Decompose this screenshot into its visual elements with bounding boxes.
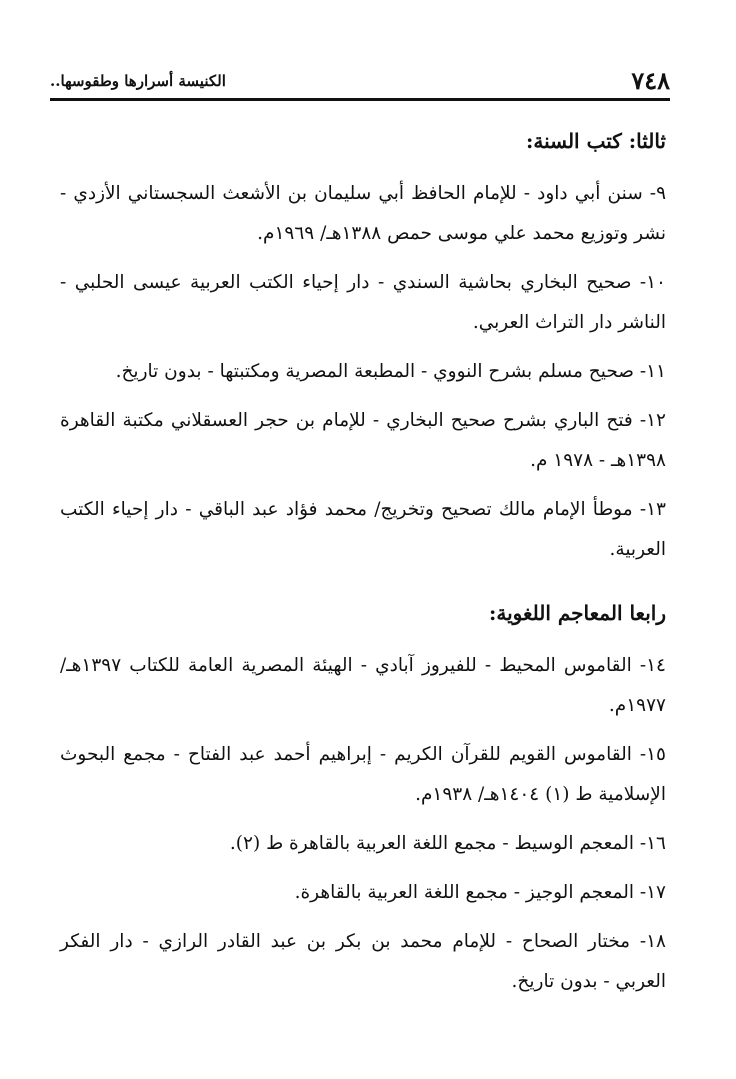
bibliography-entry: ١٤- القاموس المحيط - للفيروز آبادي - الهيئة المصرية العامة للكتاب ١٣٩٧هـ/ ١٩٧٧م. [60, 655, 666, 716]
bibliography-entry: ١٨- مختار الصحاح - للإمام محمد بن بكر بن عبد القادر الرازي - دار الفكر العربي - بدون تاريخ. [60, 931, 666, 992]
section-heading-dictionaries: رابعا المعاجم اللغوية: [488, 601, 666, 625]
bibliography-entry: ١٢- فتح الباري بشرح صحيح البخاري - للإمام بن حجر العسقلاني مكتبة القاهرة ١٣٩٨هـ - ١٩٧٨ م. [60, 410, 666, 471]
bibliography-entry: ١٧- المعجم الوجيز - مجمع اللغة العربية بالقاهرة. [294, 882, 666, 903]
bibliography-entry: ١١- صحيح مسلم بشرح النووي - المطبعة المصرية ومكتبتها - بدون تاريخ. [115, 361, 666, 382]
page-number: ٧٤٨ [631, 66, 670, 95]
section-heading-sunnah-books: ثالثا: كتب السنة: [525, 129, 666, 153]
page-header [50, 62, 670, 101]
bibliography-content [60, 118, 666, 1011]
running-book-title: الكنيسة أسرارها وطقوسها.. [50, 72, 226, 90]
bibliography-entry: ١٥- القاموس القويم للقرآن الكريم - إبراهيم أحمد عبد الفتاح - مجمع البحوث الإسلامية ط (١) ١٤٠٤هـ/ ١٩٣٨م. [60, 744, 666, 805]
bibliography-entry: ٩- سنن أبي داود - للإمام الحافظ أبي سليمان بن الأشعث السجستاني الأزدي - نشر وتوزيع محمد علي موسى حمص ١٣٨٨هـ/ ١٩٦٩م. [60, 183, 666, 244]
bibliography-entry: ١٠- صحيح البخاري بحاشية السندي - دار إحياء الكتب العربية عيسى الحلبي - الناشر دار التراث العربي. [60, 272, 666, 333]
bibliography-entry: ١٣- موطأ الإمام مالك تصحيح وتخريج/ محمد فؤاد عبد الباقي - دار إحياء الكتب العربية. [60, 499, 666, 560]
bibliography-entry: ١٦- المعجم الوسيط - مجمع اللغة العربية بالقاهرة ط (٢). [229, 833, 666, 854]
